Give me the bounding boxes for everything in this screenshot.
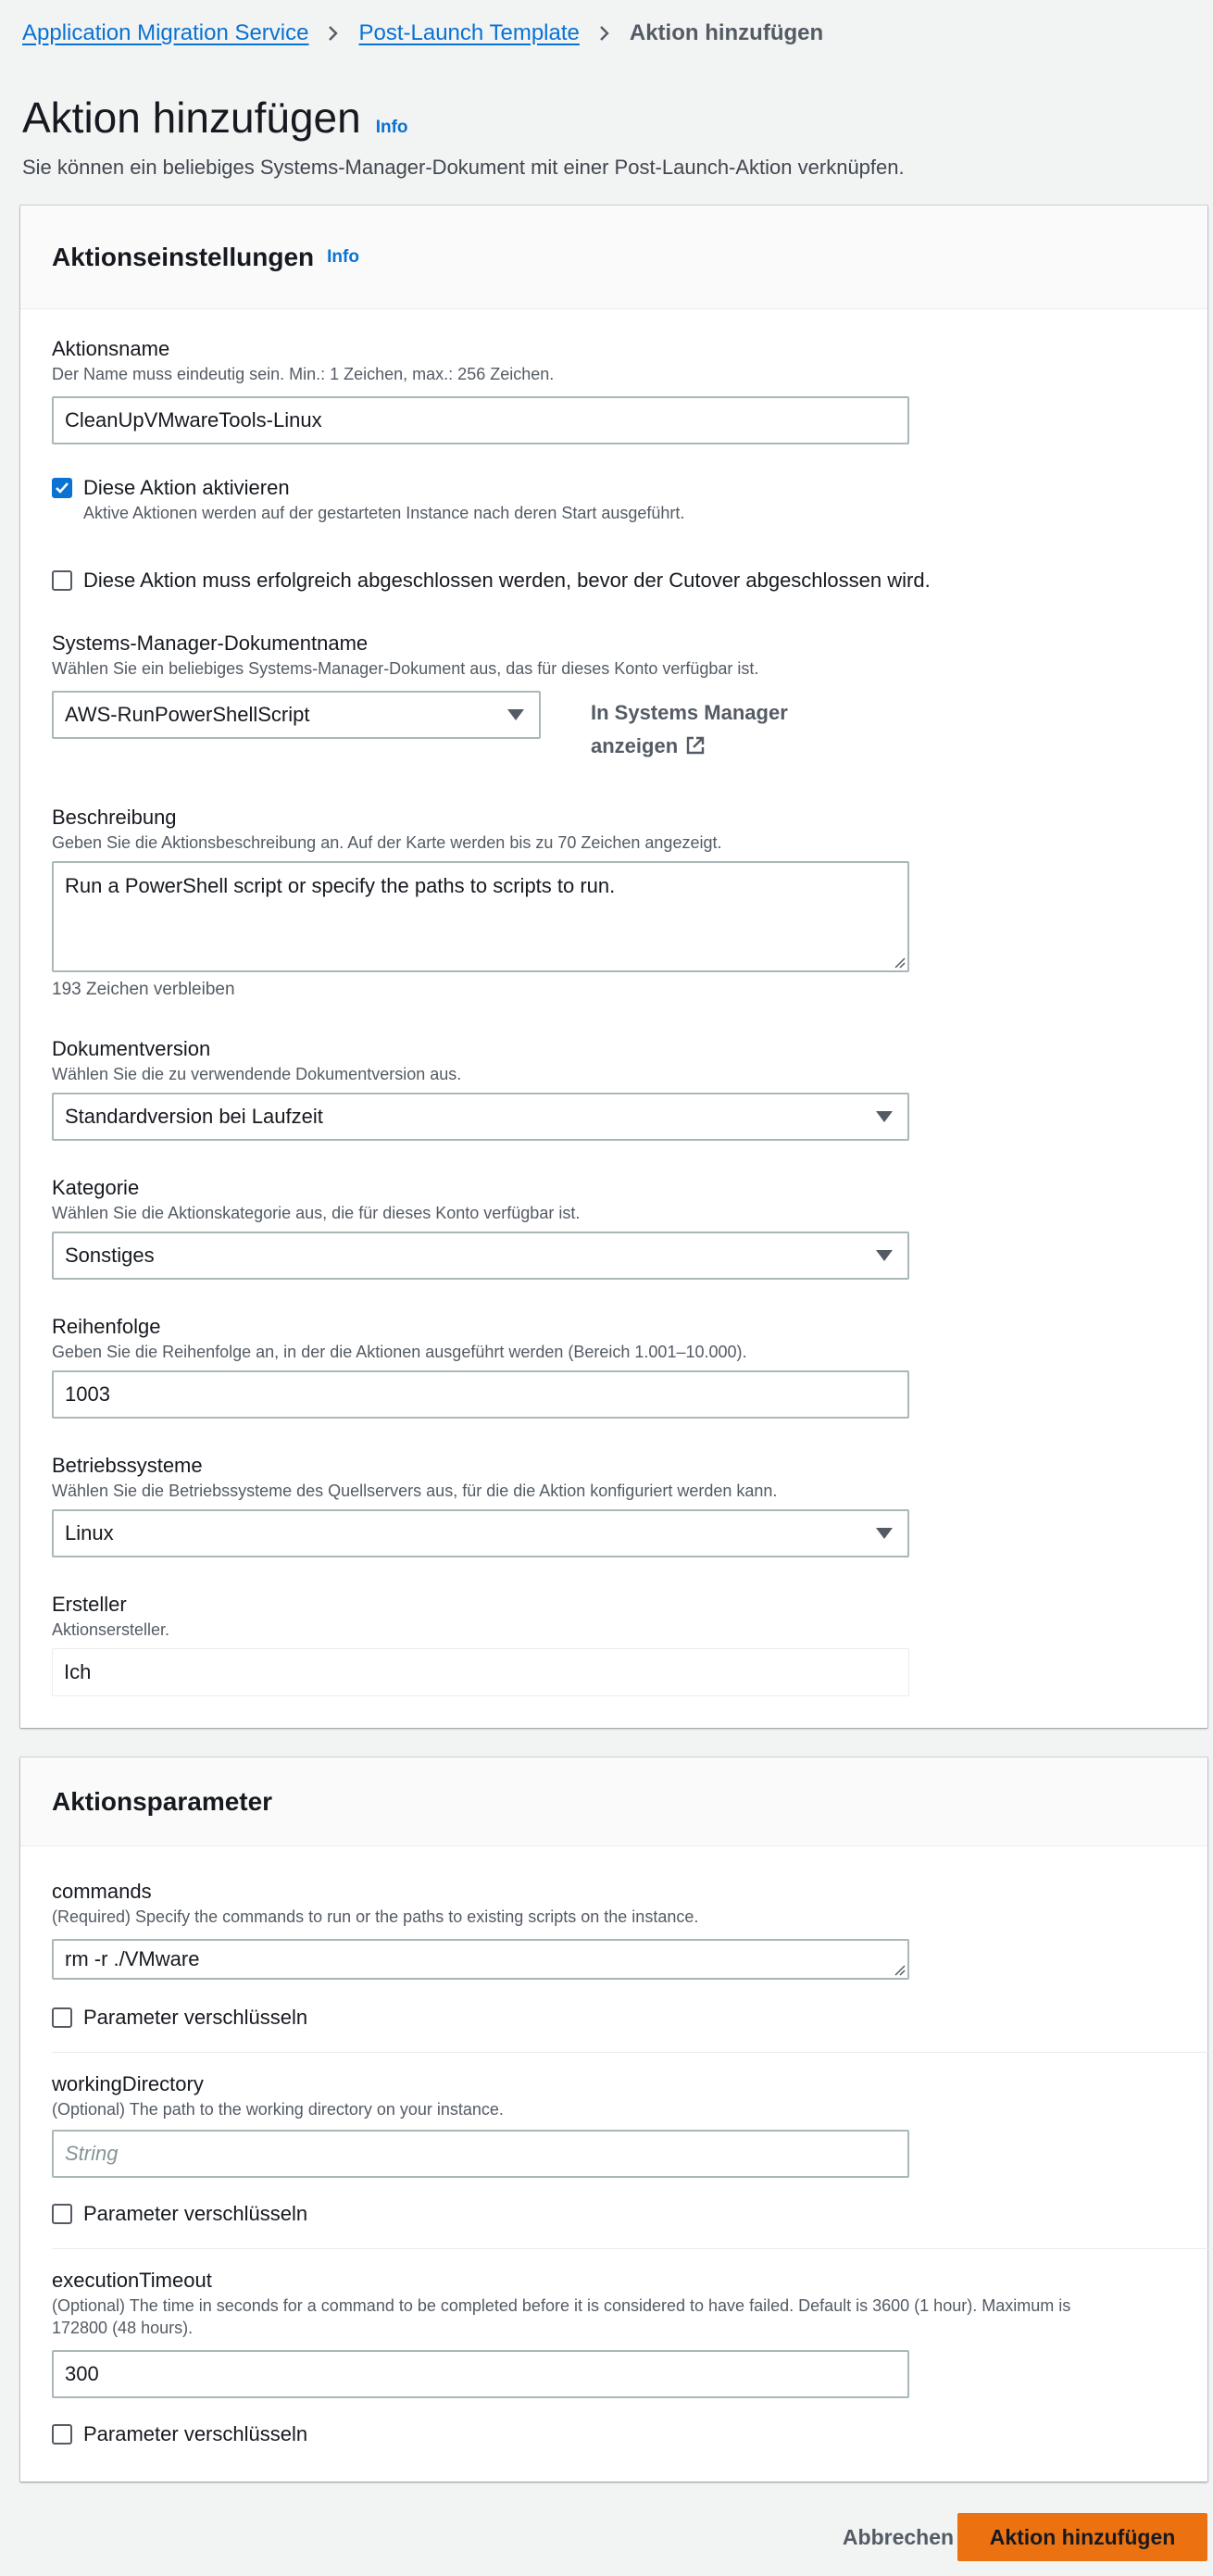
working-directory-encrypt-row [52,2200,307,2228]
parameters-card-header [20,1757,1207,1846]
execution-timeout-hint-line1: (Optional) The time in seconds for a command to be completed before it is considered to have failed. Default is 3600 (1 hour). Maximum is [52,2296,1071,2315]
execution-timeout-input[interactable]: 300 [52,2350,909,2398]
caret-down-icon [876,1111,893,1122]
commands-encrypt-row [52,2004,307,2032]
document-name-label: Systems-Manager-Dokumentname [52,631,369,655]
description-textarea[interactable] [52,861,909,972]
external-link-icon [685,735,706,756]
chevron-right-icon [325,25,342,42]
category-value: Sonstiges [65,1244,155,1267]
execution-timeout-hint-line2: 172800 (48 hours). [52,2319,194,2337]
doc-version-label: Dokumentversion [52,1037,211,1060]
commands-hint: (Required) Specify the commands to run or the paths to existing scripts on the instance. [52,1907,699,1926]
working-directory-input[interactable]: String [52,2130,909,2178]
order-field [52,1313,747,1363]
doc-version-select[interactable] [52,1093,909,1141]
category-hint: Wählen Sie die Aktionskategorie aus, die für dieses Konto verfügbar ist. [52,1204,581,1222]
activate-action-description: Aktive Aktionen werden auf der gestarteten Instance nach deren Start ausgeführt. [83,504,685,522]
caret-down-icon [507,709,524,720]
document-name-hint: Wählen Sie ein beliebiges Systems-Manager-Dokument aus, das für dieses Konto verfügbar ist. [52,659,759,678]
breadcrumb-link-application-migration-service[interactable]: Application Migration Service [22,20,309,45]
commands-value: rm -r ./VMware [65,1947,200,1970]
settings-card-title: Aktionseinstellungen [52,242,315,271]
description-label: Beschreibung [52,806,177,829]
os-value: Linux [65,1521,114,1544]
description-field [52,804,721,854]
category-field [52,1174,580,1224]
doc-version-hint: Wählen Sie die zu verwendende Dokumentversion aus. [52,1065,462,1083]
action-name-field [52,335,554,385]
working-directory-field [52,2070,504,2120]
breadcrumb [22,19,823,48]
os-field [52,1452,777,1502]
activate-action-row [52,474,684,524]
settings-card [20,206,1207,1728]
execution-timeout-label: executionTimeout [52,2269,212,2292]
parameters-card [20,1757,1207,2482]
working-directory-hint: (Optional) The path to the working directory on your instance. [52,2100,504,2119]
add-action-button[interactable]: Aktion hinzufügen [957,2513,1207,2561]
must-succeed-row [52,567,931,594]
action-name-input[interactable]: CleanUpVMwareTools-Linux [52,396,909,444]
chevron-right-icon [596,25,613,42]
page-description: Sie können ein beliebiges Systems-Manager-Dokument mit einer Post-Launch-Aktion verknüpfen. [22,156,905,179]
commands-encrypt-label: Parameter verschlüsseln [83,2006,308,2029]
document-name-select[interactable] [52,691,541,739]
execution-timeout-field [52,2267,1191,2339]
working-directory-encrypt-checkbox[interactable] [52,2204,72,2224]
must-succeed-checkbox[interactable] [52,570,72,591]
divider [52,2052,1213,2053]
creator-hint: Aktionsersteller. [52,1620,170,1639]
document-name-value: AWS-RunPowerShellScript [65,703,310,726]
execution-timeout-encrypt-row [52,2420,307,2448]
os-hint: Wählen Sie die Betriebssysteme des Quellservers aus, für die die Aktion konfiguriert werden kann. [52,1482,778,1500]
resize-handle-icon[interactable] [893,956,906,969]
creator-value: Ich [52,1648,909,1696]
settings-card-header [20,206,1207,309]
working-directory-label: workingDirectory [52,2072,204,2095]
commands-label: commands [52,1880,152,1903]
category-select[interactable] [52,1232,909,1280]
breadcrumb-link-post-launch-template[interactable]: Post-Launch Template [358,20,580,45]
creator-label: Ersteller [52,1593,127,1616]
parameters-card-title: Aktionsparameter [52,1786,273,1816]
doc-version-field [52,1035,461,1085]
execution-timeout-encrypt-label: Parameter verschlüsseln [83,2422,308,2445]
order-label: Reihenfolge [52,1315,161,1338]
order-hint: Geben Sie die Reihenfolge an, in der die Aktionen ausgeführt werden (Bereich 1.001–10.000). [52,1343,747,1361]
os-select[interactable] [52,1509,909,1557]
doc-version-value: Standardversion bei Laufzeit [65,1105,323,1128]
action-name-label: Aktionsname [52,337,170,360]
document-name-field [52,630,758,680]
view-in-systems-manager-link[interactable] [591,696,869,763]
must-succeed-label: Diese Aktion muss erfolgreich abgeschlossen werden, bevor der Cutover abgeschlossen wird. [83,569,931,592]
description-hint: Geben Sie die Aktionsbeschreibung an. Auf der Karte werden bis zu 70 Zeichen angezeigt. [52,833,722,852]
category-label: Kategorie [52,1176,140,1199]
os-label: Betriebssysteme [52,1454,203,1477]
checkmark-icon [55,481,69,495]
commands-encrypt-checkbox[interactable] [52,2007,72,2028]
description-value: Run a PowerShell script or specify the paths to scripts to run. [65,874,616,897]
settings-info-link[interactable]: Info [327,246,359,267]
breadcrumb-current: Aktion hinzufügen [629,20,824,45]
page-info-link[interactable]: Info [375,118,408,137]
cancel-button[interactable]: Abbrechen [806,2514,991,2560]
caret-down-icon [876,1528,893,1539]
sm-link-line1: In Systems Manager [591,701,788,724]
commands-textarea[interactable] [52,1939,909,1980]
activate-action-checkbox[interactable] [52,478,72,498]
description-counter: 193 Zeichen verbleiben [52,980,235,999]
page-title: Aktion hinzufügen [22,94,361,142]
sm-link-line2: anzeigen [591,734,679,757]
working-directory-encrypt-label: Parameter verschlüsseln [83,2202,308,2225]
divider [52,2248,1213,2249]
page-header [22,93,408,143]
action-name-hint: Der Name muss eindeutig sein. Min.: 1 Zeichen, max.: 256 Zeichen. [52,365,555,383]
order-input[interactable]: 1003 [52,1370,909,1419]
commands-field [52,1878,698,1928]
resize-handle-icon[interactable] [893,1963,906,1976]
execution-timeout-encrypt-checkbox[interactable] [52,2424,72,2445]
caret-down-icon [876,1250,893,1261]
creator-field [52,1591,169,1641]
activate-action-label: Diese Aktion aktivieren [83,476,290,499]
